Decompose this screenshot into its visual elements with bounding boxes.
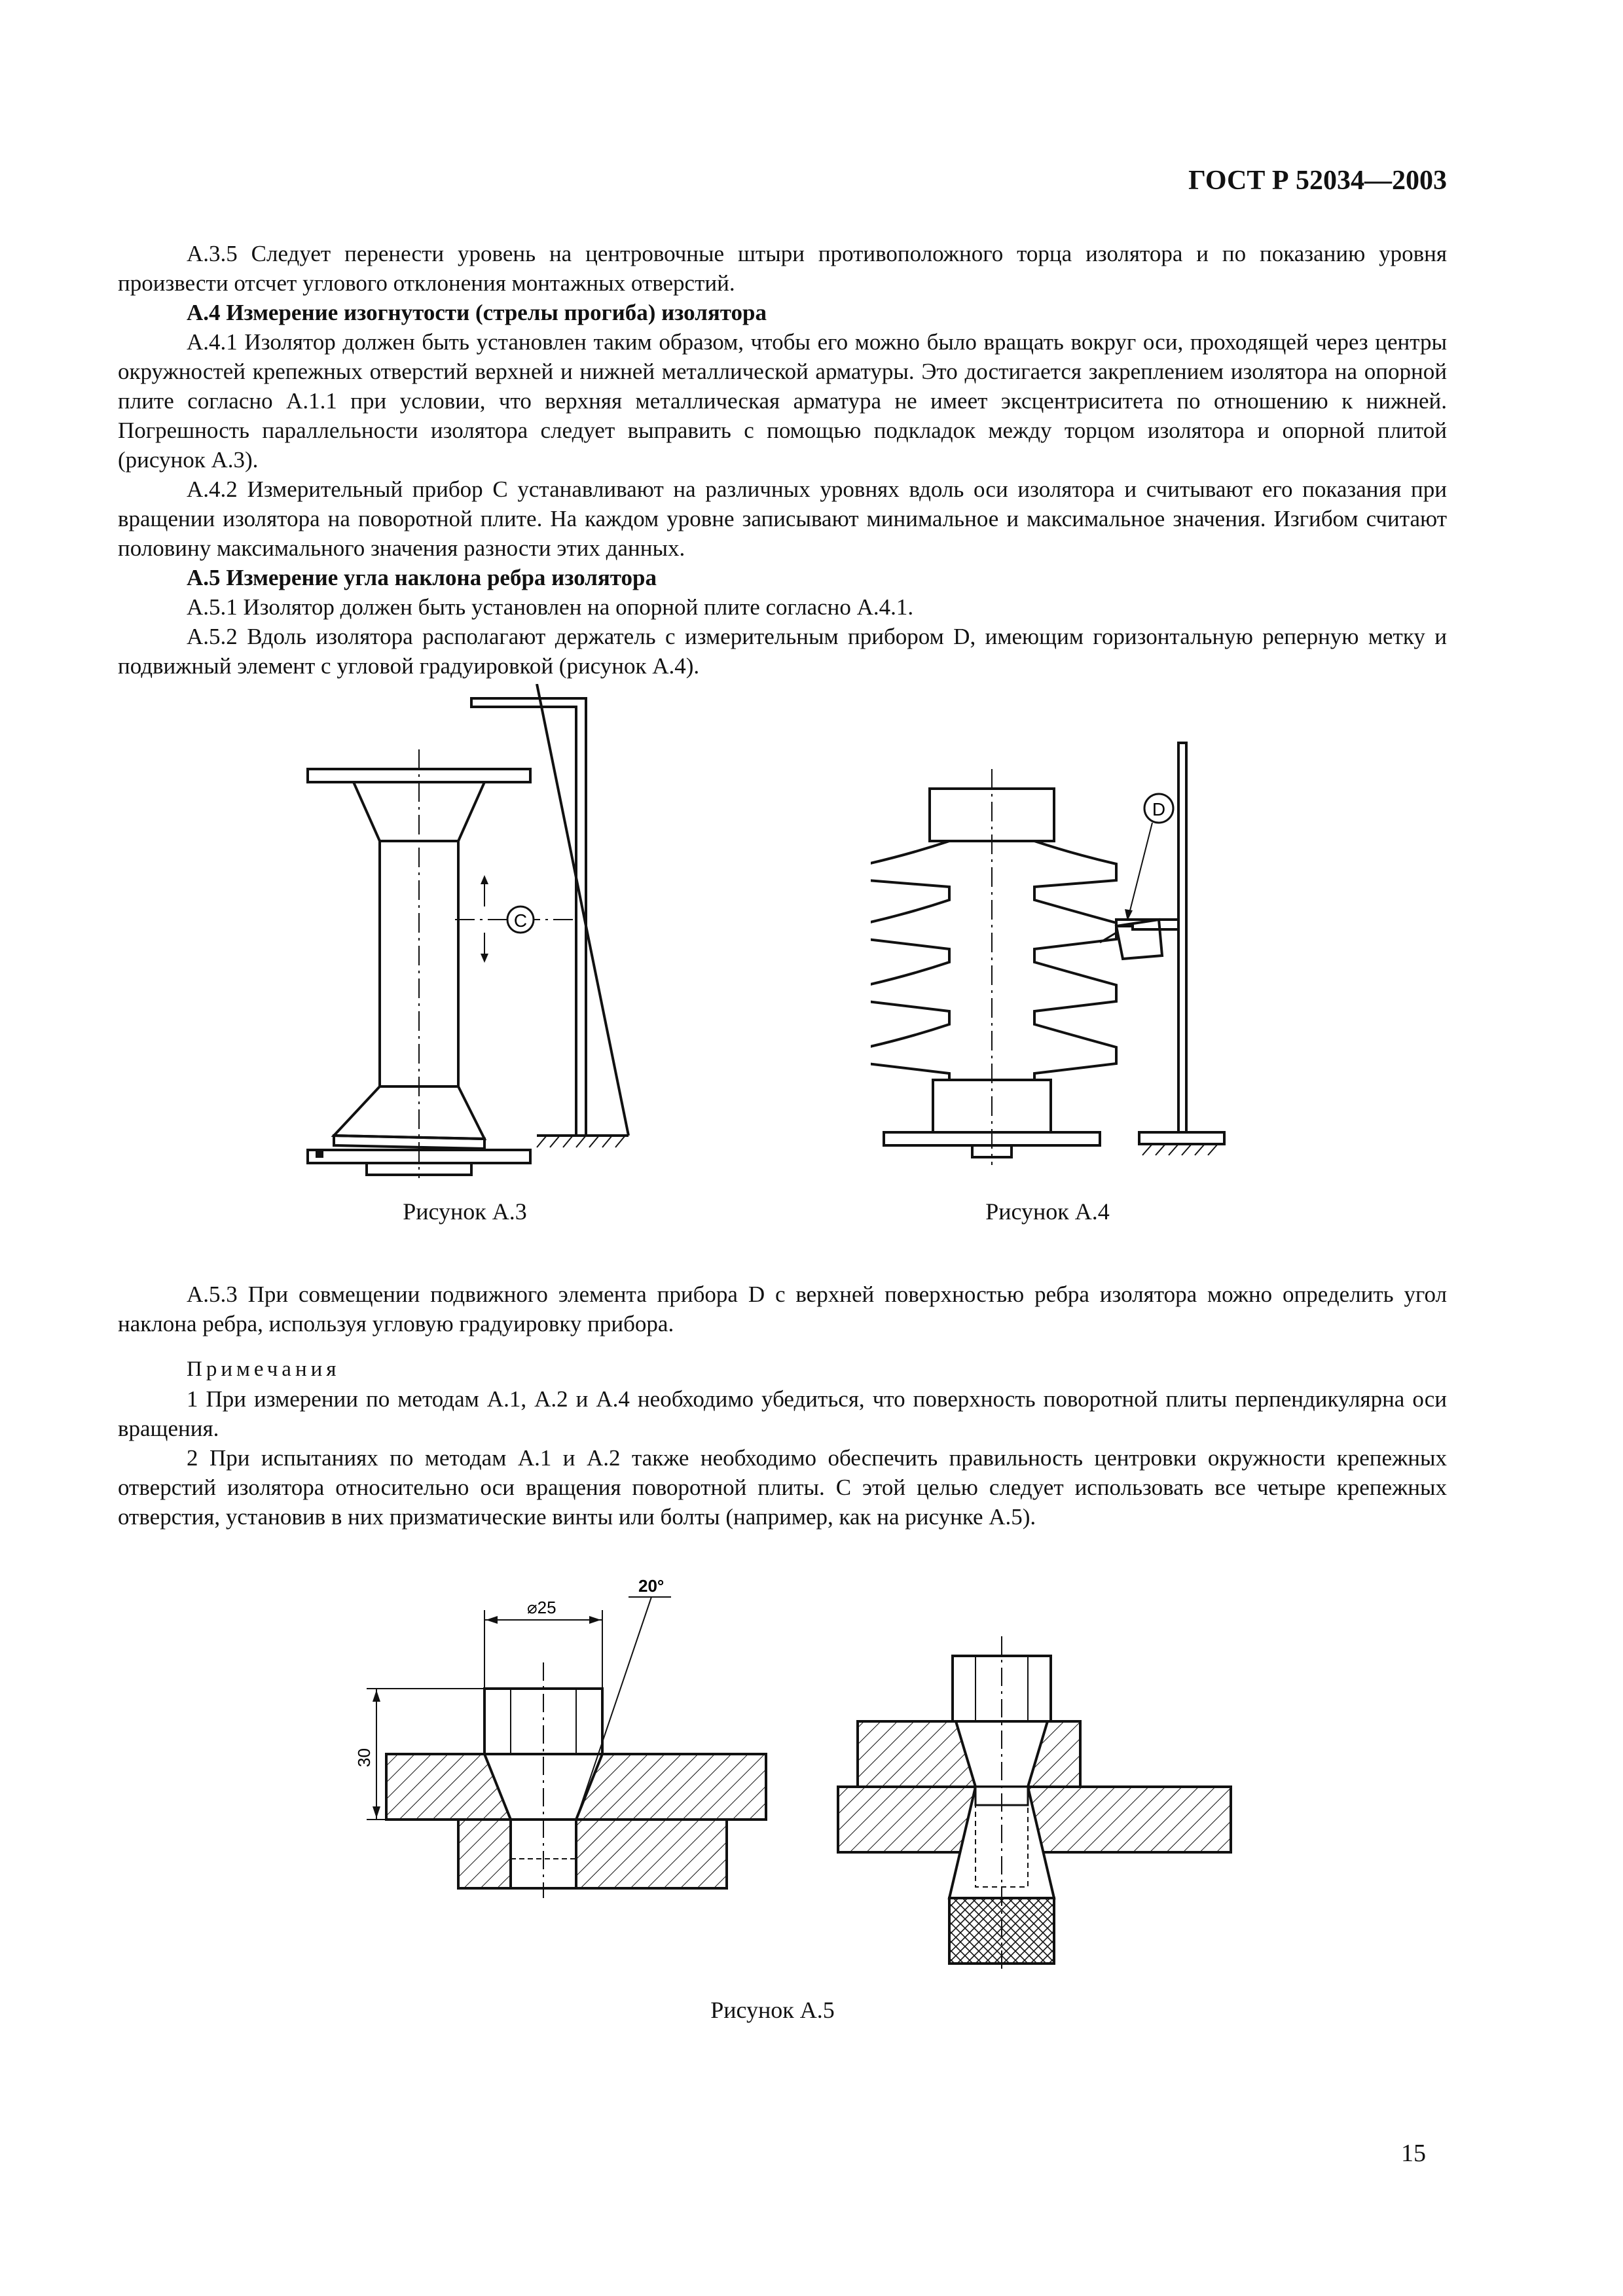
note-1: 1 При измерении по методам А.1, А.2 и А.4 необходимо убедиться, что поверхность поворотной плиты перпендикулярна оси вращения. — [118, 1386, 1447, 1441]
paragraph-a3-5: А.3.5 Следует перенести уровень на центровочные штыри противоположного торца изолятора и по показанию уровня произвести отсчет углового отклонения монтажных отверстий. — [118, 241, 1447, 296]
dim-diameter: ⌀25 — [527, 1598, 556, 1617]
note-2: 2 При испытаниях по методам А.1 и А.2 также необходимо обеспечить правильность центровки окружности крепежных отверстий изолятора относительно оси вращения поворотной плиты. С этой целью следует использовать все четыре крепежных отверстия, установив в них призматические винты или болты (например, как на рисунке А.5). — [118, 1445, 1447, 1530]
paragraph-a4-2: А.4.2 Измерительный прибор C устанавливают на различных уровнях вдоль оси изолятора и считывают его показания при вращении изолятора на поворотной плите. На каждом уровне записывают минимальное и максимальное значения. Изгибом считают половину максимального значения разности этих данных. — [118, 476, 1447, 561]
figure-a5-caption: Рисунок А.5 — [710, 1997, 835, 2023]
paragraph-a4-1: А.4.1 Изолятор должен быть установлен таким образом, чтобы его можно было вращать вокруг оси, проходящей через центры окружностей крепежных отверстий верхней и нижней металлической арматуры. Это достигается закреплением изолятора на опорной плите согласно А.1.1 при условии, что верхняя металлическая арматура не имеет эксцентриситета по отношению к нижней. Погрешность параллельности изолятора следует выправить с помощью подкладок между торцом изолятора и опорной плитой (рисунок А.3). — [118, 329, 1447, 473]
figure-a5-drawing — [314, 1571, 1244, 1977]
label-c: C — [513, 910, 528, 931]
paragraph-a5-1: А.5.1 Изолятор должен быть установлен на опорной плите согласно А.4.1. — [187, 594, 914, 620]
label-d: D — [1152, 799, 1166, 819]
figure-a3-caption: Рисунок А.3 — [403, 1198, 527, 1225]
figure-a4-drawing — [871, 723, 1237, 1194]
notes-title: Примечания — [187, 1357, 340, 1381]
figure-a3-drawing — [288, 684, 655, 1181]
paragraph-a5-3: А.5.3 При совмещении подвижного элемента прибора D с верхней поверхностью ребра изолятора можно определить угол наклона ребра, используя угловую градуировку прибора. — [118, 1282, 1447, 1336]
heading-a4: А.4 Измерение изогнутости (стрелы прогиба) изолятора — [187, 300, 767, 325]
page-number: 15 — [1401, 2140, 1426, 2167]
document-header: ГОСТ Р 52034—2003 — [1188, 166, 1447, 196]
dim-angle: 20° — [638, 1576, 665, 1596]
heading-a5: А.5 Измерение угла наклона ребра изолятора — [187, 565, 657, 590]
figure-a4-caption: Рисунок А.4 — [985, 1198, 1110, 1225]
dim-height: 30 — [354, 1748, 374, 1767]
paragraph-a5-2: А.5.2 Вдоль изолятора располагают держатель с измерительным прибором D, имеющим горизонтальную реперную метку и подвижный элемент с угловой градуировкой (рисунок А.4). — [118, 624, 1447, 679]
